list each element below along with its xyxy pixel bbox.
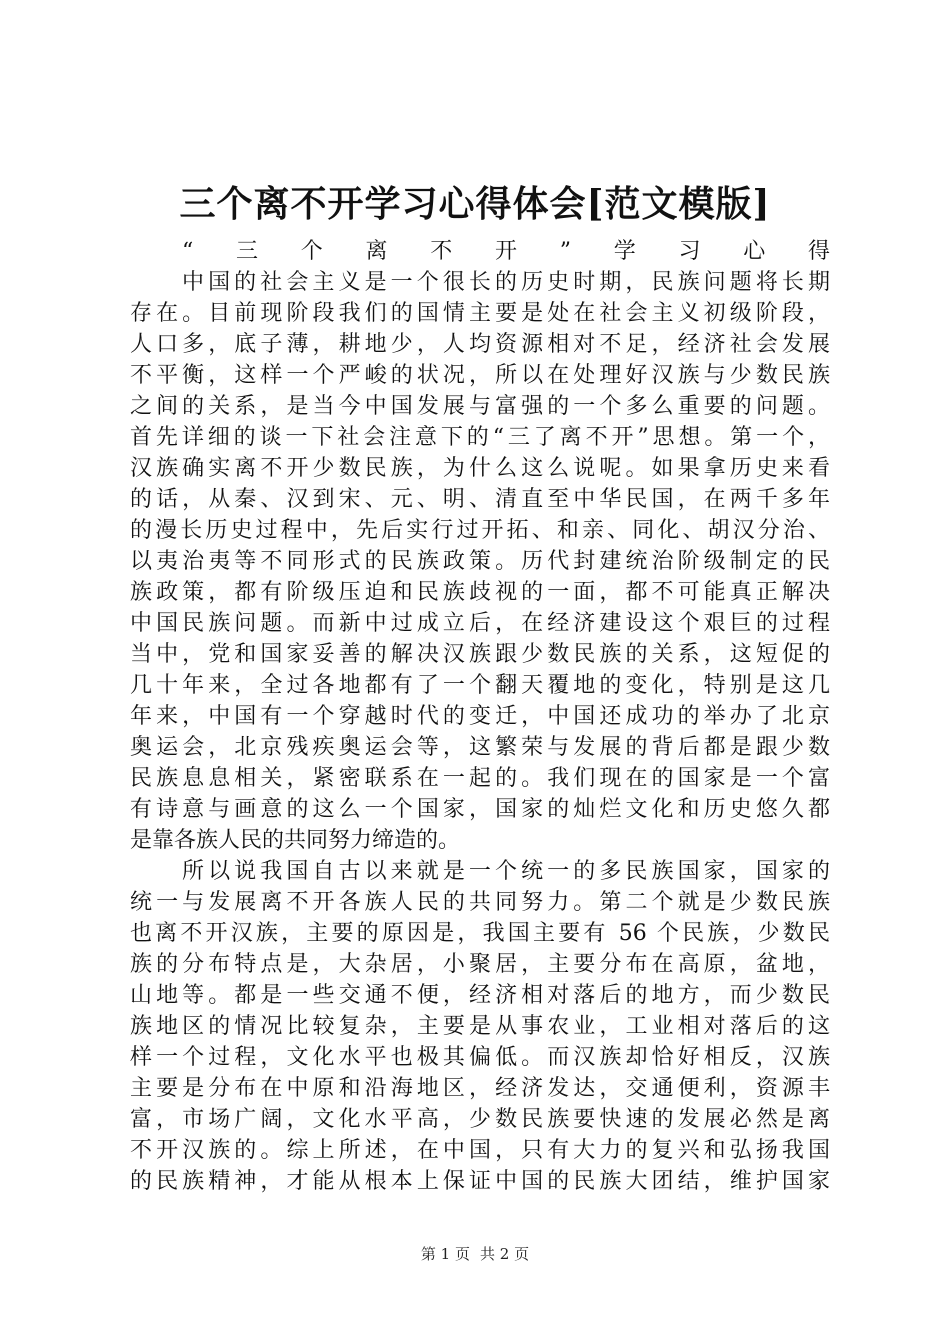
document-title: 三个离不开学习心得体会[范文模版] [179, 183, 771, 225]
paragraph-line: 主要是分布在中原和沿海地区，经济发达，交通便利，资源丰 [130, 1076, 830, 1101]
paragraph-line: 族的分布特点是，大杂居，小聚居，主要分布在高原，盆地， [130, 952, 830, 977]
page-footer [0, 1244, 950, 1264]
paragraph-line: 是靠各族人民的共同努力缔造的。 [130, 828, 461, 853]
paragraph-line: 人口多，底子薄，耕地少，人均资源相对不足，经济社会发展 [130, 332, 830, 357]
paragraph-line: 的话，从秦、汉到宋、元、明、清直至中华民国，在两千多年 [130, 487, 830, 512]
paragraph-line: 民族息息相关，紧密联系在一起的。我们现在的国家是一个富 [130, 766, 830, 791]
paragraph-line: 之间的关系，是当今中国发展与富强的一个多么重要的问题。 [130, 394, 830, 419]
paragraph-line: 族政策，都有阶级压迫和民族歧视的一面，都不可能真正解决 [130, 580, 830, 605]
paragraph-line: 不开汉族的。综上所述，在中国，只有大力的复兴和弘扬我国 [130, 1138, 830, 1163]
paragraph-line: 样一个过程，文化水平也极其偏低。而汉族却恰好相反，汉族 [130, 1045, 830, 1070]
paragraph-line: 富，市场广阔，文化水平高，少数民族要快速的发展必然是离 [130, 1107, 830, 1132]
paragraph-line: 中国的社会主义是一个很长的历史时期，民族问题将长期 [182, 270, 830, 295]
paragraph-line: 奥运会，北京残疾奥运会等，这繁荣与发展的背后都是跟少数 [130, 735, 830, 760]
paragraph-line: 有诗意与画意的这么一个国家，国家的灿烂文化和历史悠久都 [130, 797, 830, 822]
page-number: 第 1 页 [420, 1245, 470, 1263]
paragraph-line: 首先详细的谈一下社会注意下的“三了离不开”思想。第一个， [130, 425, 830, 450]
paragraph-line: 几十年来，全过各地都有了一个翻天覆地的变化，特别是这几 [130, 673, 830, 698]
paragraph-line: 也离不开汉族，主要的原因是，我国主要有 56 个民族，少数民 [130, 921, 830, 946]
section-heading: “三个离不开”学习心得 [182, 239, 830, 264]
document-body [130, 236, 830, 1197]
paragraph-line: 汉族确实离不开少数民族，为什么这么说呢。如果拿历史来看 [130, 456, 830, 481]
paragraph-line: 以夷治夷等不同形式的民族政策。历代封建统治阶级制定的民 [130, 549, 830, 574]
paragraph-line: 年来，中国有一个穿越时代的变迁，中国还成功的举办了北京 [130, 704, 830, 729]
paragraph-line: 族地区的情况比较复杂，主要是从事农业，工业相对落后的这 [130, 1014, 830, 1039]
paragraph-line: 所以说我国自古以来就是一个统一的多民族国家，国家的 [182, 859, 830, 884]
paragraph-line: 统一与发展离不开各族人民的共同努力。第二个就是少数民族 [130, 890, 830, 915]
paragraph-line: 的漫长历史过程中，先后实行过开拓、和亲、同化、胡汉分治、 [130, 518, 830, 543]
paragraph-line: 存在。目前现阶段我们的国情主要是处在社会主义初级阶段， [130, 301, 830, 326]
paragraph-line: 当中，党和国家妥善的解决汉族跟少数民族的关系，这短促的 [130, 642, 830, 667]
page-total: 共 2 页 [480, 1245, 530, 1263]
paragraph-line: 山地等。都是一些交通不便，经济相对落后的地方，而少数民 [130, 983, 830, 1008]
paragraph-line: 中国民族问题。而新中过成立后，在经济建设这个艰巨的过程 [130, 611, 830, 636]
paragraph-line: 的民族精神，才能从根本上保证中国的民族大团结，维护国家 [130, 1169, 830, 1194]
paragraph-line: 不平衡，这样一个严峻的状况，所以在处理好汉族与少数民族 [130, 363, 830, 388]
